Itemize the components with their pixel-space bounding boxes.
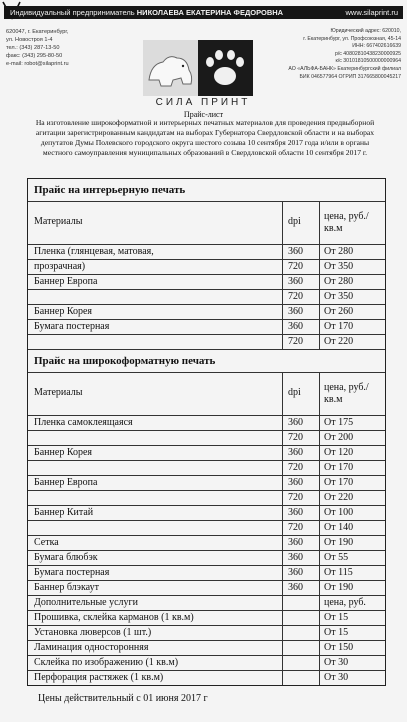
cell-price: От 220: [324, 492, 354, 503]
cell-material: Баннер Корея: [34, 447, 93, 458]
cell-dpi: 720: [288, 522, 303, 533]
cell-material: Баннер блэкаут: [34, 582, 99, 593]
section-title-row: [28, 349, 385, 372]
table-header-row: [28, 201, 385, 244]
cell-dpi: 360: [288, 477, 303, 488]
cell-price: От 100: [324, 507, 354, 518]
letterhead-bar: [4, 6, 403, 19]
cell-dpi: 720: [288, 261, 303, 272]
cell-price: От 220: [324, 336, 354, 347]
cell-dpi: 360: [288, 552, 303, 563]
cell-service: Ламинация односторонняя: [34, 642, 149, 653]
cell-material: прозрачная): [34, 261, 86, 272]
contacts-block: [6, 28, 124, 68]
table-row: [28, 565, 385, 580]
section-title-interior: Прайс на интерьерную печать: [34, 184, 186, 196]
cell-price: От 190: [324, 537, 354, 548]
price-table: [27, 178, 386, 686]
requisite-line: ИНН: 667402616639: [352, 43, 401, 50]
table-row: [28, 319, 385, 334]
table-row: [28, 640, 385, 655]
extra-price-header: цена, руб.: [324, 597, 366, 608]
cell-price: От 115: [324, 567, 353, 578]
extra-services-title: Дополнительные услуги: [34, 597, 138, 608]
header-dpi: dpi: [288, 216, 301, 227]
cell-material: [34, 431, 280, 445]
table-header-row: [28, 372, 385, 415]
table-row: [28, 655, 385, 670]
cell-material: Бумага постерная: [34, 321, 110, 332]
cell-material: Пленка (глянцевая, матовая,: [34, 246, 154, 257]
table-row: [28, 259, 385, 274]
cell-material: [34, 521, 280, 535]
cell-dpi: 720: [288, 336, 303, 347]
cell-price: От 15: [324, 627, 349, 638]
header-price: цена, руб./кв.м: [324, 382, 369, 405]
table-row: [28, 304, 385, 319]
document-title: Прайс-лист: [183, 110, 224, 119]
requisite-line: к/с 30101810500000000964: [335, 58, 401, 65]
cell-dpi: 360: [288, 537, 303, 548]
table-row: [28, 670, 385, 685]
cell-dpi: 360: [288, 246, 303, 257]
cell-material: Сетка: [34, 537, 59, 548]
intro-paragraph: На изготовление широкоформатной и интерьерных печатных материалов для проведения предвыборной агитации зарегистрированным кандидатам на выборах Губернатора Свердловской области и на выборах депутатов Думы Полевского городского округа шестого созыва 10 сентября 2017 года и/или в органы местного самоуправления муниципальных образований в Свердловской области 10 сентября 2017 г.: [35, 118, 375, 157]
table-row: [28, 490, 385, 505]
validity-note: Цены действительный с 01 июня 2017 г: [38, 693, 208, 704]
entrepreneur-label: Индивидуальный предприниматель: [10, 8, 135, 17]
table-row: [28, 289, 385, 304]
requisite-line: р/с 40802810438230000925: [334, 50, 401, 57]
requisite-line: БИК 046577964 ОГРИП 317665800045217: [299, 73, 401, 80]
table-row: [28, 505, 385, 520]
cell-dpi: 720: [288, 492, 303, 503]
paw-print-icon: [198, 40, 253, 96]
cell-dpi: 720: [288, 432, 303, 443]
cell-price: От 175: [324, 417, 354, 428]
contact-line: ул. Новостроя 1-4: [6, 37, 53, 43]
polar-bear-icon: [143, 40, 198, 96]
table-row: [28, 244, 385, 259]
cell-price: От 260: [324, 306, 354, 317]
table-row: [28, 535, 385, 550]
table-row: [28, 445, 385, 460]
cell-material: Баннер Европа: [34, 477, 98, 488]
table-row: [28, 520, 385, 535]
header-dpi: dpi: [288, 387, 301, 398]
cell-price: От 120: [324, 447, 354, 458]
header-materials: Материалы: [34, 216, 83, 227]
contact-line: e-mail: robot@silaprint.ru: [6, 61, 69, 67]
cell-dpi: 360: [288, 507, 303, 518]
cell-dpi: 360: [288, 276, 303, 287]
cell-price: От 55: [324, 552, 349, 563]
table-row: [28, 580, 385, 595]
table-row: [28, 415, 385, 430]
cell-dpi: 360: [288, 321, 303, 332]
cell-dpi: 360: [288, 567, 303, 578]
cell-material: [34, 335, 280, 349]
cell-price: От 170: [324, 462, 354, 473]
cell-material: [34, 491, 280, 505]
table-row: [28, 610, 385, 625]
table-row: [28, 625, 385, 640]
cell-material: [34, 461, 280, 475]
cell-price: От 200: [324, 432, 354, 443]
cell-material: Бумага блюбэк: [34, 552, 98, 563]
cell-dpi: 360: [288, 447, 303, 458]
cell-price: От 170: [324, 477, 354, 488]
section-title-row: [28, 179, 385, 201]
cell-price: От 30: [324, 657, 349, 668]
cell-price: От 150: [324, 642, 354, 653]
contact-line: тел.: (343) 287-13-50: [6, 45, 60, 51]
section-title-wide: Прайс на широкоформатную печать: [34, 355, 216, 367]
cell-material: [34, 290, 280, 304]
cell-price: От 30: [324, 672, 349, 683]
header-materials: Материалы: [34, 387, 83, 398]
table-row: [28, 334, 385, 349]
cell-price: От 140: [324, 522, 354, 533]
cell-price: От 170: [324, 321, 354, 332]
cell-material: Бумага постерная: [34, 567, 110, 578]
cell-price: От 190: [324, 582, 354, 593]
contact-line: 620047, г. Екатеринбург,: [6, 29, 69, 35]
requisite-line: АО «АЛЬФА-БАНК» Екатеринбургский филиал: [288, 65, 401, 72]
cell-dpi: 360: [288, 417, 303, 428]
cell-material: Пленка самоклеящаяся: [34, 417, 133, 428]
cell-dpi: 720: [288, 462, 303, 473]
cell-price: От 280: [324, 246, 354, 257]
cell-material: Баннер Китай: [34, 507, 94, 518]
cell-service: Прошивка, склейка карманов (1 кв.м): [34, 612, 194, 623]
company-logo: [143, 40, 253, 96]
requisite-line: Юридический адрес: 620010,: [330, 28, 401, 34]
entrepreneur-name: НИКОЛАЕВА ЕКАТЕРИНА ФЕДОРОВНА: [136, 8, 284, 17]
table-row: [28, 550, 385, 565]
brand-name: СИЛА ПРИНТ: [155, 97, 251, 108]
cell-dpi: 360: [288, 582, 303, 593]
table-row: [28, 274, 385, 289]
cell-price: От 280: [324, 276, 354, 287]
cell-price: От 350: [324, 291, 354, 302]
table-row: [28, 460, 385, 475]
requisite-line: г. Екатеринбург, ул. Профсоюзная, 45-14: [303, 35, 401, 42]
table-row: [28, 475, 385, 490]
cell-price: От 15: [324, 612, 349, 623]
requisites-block: [279, 28, 401, 81]
contact-line: факс: (343) 295-80-50: [6, 53, 63, 59]
cell-service: Перфорация растяжек (1 кв.м): [34, 672, 164, 683]
extra-header-row: [28, 595, 385, 610]
cell-dpi: 360: [288, 306, 303, 317]
cell-dpi: 720: [288, 291, 303, 302]
table-row: [28, 430, 385, 445]
cell-service: Склейка по изображению (1 кв.м): [34, 657, 179, 668]
cell-service: Установка люверсов (1 шт.): [34, 627, 152, 638]
website: www.silaprint.ru: [345, 8, 398, 17]
cell-material: Баннер Европа: [34, 276, 98, 287]
cell-material: Баннер Корея: [34, 306, 93, 317]
header-price: цена, руб./кв.м: [324, 211, 369, 234]
cell-price: От 350: [324, 261, 354, 272]
